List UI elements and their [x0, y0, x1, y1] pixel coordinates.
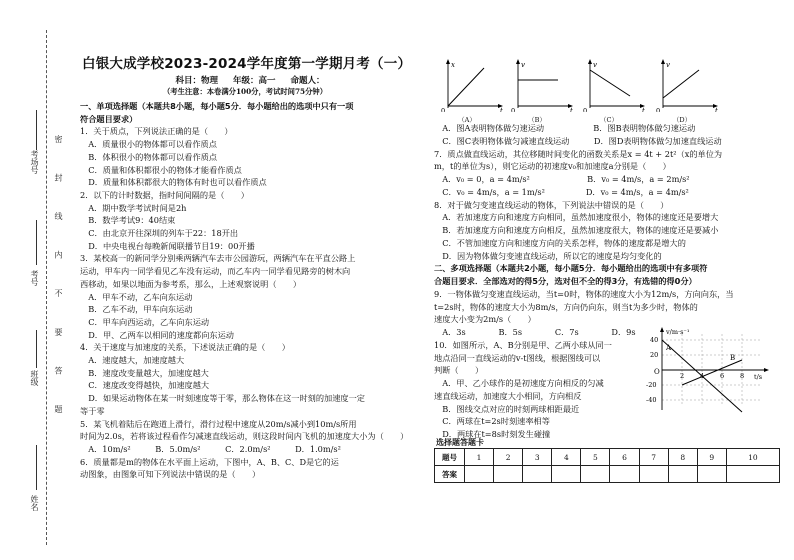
vt-y-tick: 20 [650, 351, 659, 359]
answer-card-table [434, 448, 780, 483]
question-line: C．不管加速度方向和速度方向的关系怎样，物体的速度都是增大的 [434, 237, 686, 248]
question-line: C．质量和体积都很小的物体才能看作质点 [80, 164, 242, 175]
graph-svg [582, 58, 650, 112]
answer-input-cell[interactable] [610, 466, 639, 483]
answer-input-cell[interactable] [552, 466, 581, 483]
exam-no-field[interactable] [36, 110, 37, 150]
question-line: D．因为物体做匀变速直线运动，所以它的速度是均匀变化的 [434, 250, 662, 261]
answer-number-cell: 6 [610, 449, 639, 466]
answer-number-cell: 4 [552, 449, 581, 466]
question-line: 二、多项选择题（本题共2小题，每小题5分．每小题给出的选项中有多项符 [434, 263, 708, 274]
question-line: 5．某飞机着陆后在跑道上滑行，滑行过程中速度从20m/s减小到10m/s所用 [80, 418, 357, 429]
question-line: 10．如图所示，A、B分别是甲、乙两小球从同一 [434, 339, 612, 350]
graph-y-label: v [593, 61, 597, 69]
answer-input-cell[interactable] [494, 466, 523, 483]
vt-x-tick: 2 [680, 372, 685, 380]
question-line: 动图象，由图象可知下列说法中错误的是（ ） [80, 469, 261, 480]
question-line: A．期中数学考试时间是2h [80, 202, 187, 213]
question-line: 等于零 [80, 405, 105, 416]
answer-input-cell[interactable] [697, 466, 726, 483]
graph-label: （C） [600, 116, 618, 124]
graph-svg [655, 58, 723, 112]
question-line: 地点沿同一直线运动的v-t图线，根据图线可以 [434, 352, 601, 363]
vt-y-tick: 40 [650, 336, 659, 344]
question-line: 8．对于做匀变速直线运动的物体，下列说法中错误的是（ ） [434, 199, 669, 210]
graph-panel [582, 58, 650, 124]
question-line: C．v₀ = 4m/s，a = 1m/s² D．v₀ = 4m/s，a = 4m/s² [434, 186, 689, 197]
question-line: 速直线运动，加速度大小相同，方向相反 [434, 390, 582, 401]
graph-y-label: x [451, 61, 455, 69]
question-line: A．图A表明物体做匀速运动 B．图B表明物体做匀速运动 [434, 123, 696, 133]
exam-no-label: 考场号 [30, 150, 39, 174]
exam-note: （考生注意：本卷满分100分，考试时间75分钟） [162, 87, 328, 96]
question-line: A．甲车不动，乙车向东运动 [80, 291, 193, 302]
vt-y-label: v/m·s⁻¹ [666, 328, 690, 336]
question-line: B．若加速度方向和速度方向相反，虽然加速度很大，物体的速度还是要减小 [434, 225, 719, 235]
question-line: B．体积很小的物体都可以看作质点 [80, 151, 218, 162]
name-label: 姓名 [30, 495, 39, 511]
question-line: C．图C表明物体做匀减速直线运动 D．图D表明物体做匀加速直线运动 [434, 135, 722, 146]
question-line: D．中央电视台每晚新闻联播节目19：00开播 [80, 240, 255, 251]
answer-row-answers [435, 466, 780, 483]
answer-number-cell: 2 [494, 449, 523, 466]
answer-input-cell[interactable] [465, 466, 494, 483]
vt-x-tick: 6 [720, 372, 725, 380]
graph-origin: 0 [511, 107, 516, 112]
vt-x-tick: 4 [700, 372, 705, 380]
answer-row-numbers [435, 449, 780, 466]
graph-label: （B） [528, 116, 546, 124]
answer-number-cell: 10 [726, 449, 779, 466]
binding-margin [0, 0, 62, 560]
graph-x-label: t [642, 107, 645, 112]
graph-origin: 0 [656, 107, 661, 112]
answer-input-cell[interactable] [523, 466, 552, 483]
answer-number-cell: 3 [523, 449, 552, 466]
question-line: A．质量很小的物体都可以看作质点 [80, 139, 217, 150]
question-line: A．若加速度方向和速度方向相同，虽然加速度很小，物体的速度还是要增大 [434, 212, 719, 223]
vt-line-b [682, 360, 745, 385]
answer-input-cell[interactable] [639, 466, 668, 483]
answer-number-cell: 5 [581, 449, 610, 466]
question-line: B．图线交点对应的时刻两球相距最近 [434, 403, 580, 414]
class-field[interactable] [36, 330, 37, 368]
question-line: 7．质点做直线运动，其位移随时间变化的函数关系是x = 4t + 2t²（x的单位为 [434, 148, 723, 159]
graph-y-label: v [666, 61, 670, 69]
seat-no-label: 考号 [30, 270, 39, 286]
question-line: D．两球在t=8s时刻发生碰撞 [434, 429, 551, 439]
vt-x-label: t/s [754, 373, 763, 381]
question-line: 3．某校高一的新同学分别乘两辆汽车去市公园游玩，两辆汽车在平直公路上 [80, 253, 356, 264]
answer-card-title: 选择题答题卡 [436, 438, 484, 447]
question-line: D．甲、乙两车以相同的速度都向东运动 [80, 329, 234, 340]
vt-y-tick: -20 [646, 381, 657, 389]
setter-label: 命题人： [290, 76, 325, 86]
graph-label: （A） [458, 116, 476, 124]
answer-head-number: 题号 [435, 449, 465, 466]
question-line: 合题目要求．全部选对的得5分，选对但不全的得3分，有选错的得0分） [434, 276, 697, 286]
seal-text: 密 封 线 内 不 要 答 题 [54, 135, 63, 427]
graph-x-label: t [715, 107, 718, 112]
answer-number-cell: 1 [465, 449, 494, 466]
question-line: C．速度改变得越快，加速度越大 [80, 380, 210, 391]
question-line: 4．关于速度与加速度的关系，下述说法正确的是（ ） [80, 342, 290, 353]
graph-svg [440, 58, 508, 112]
graph-x-label: t [570, 107, 573, 112]
question-line: A．3s B．5s C．7s D．9s [434, 327, 636, 337]
question-line: 2．以下的计时数据，指时间间隔的是（ ） [80, 189, 249, 200]
graph-y-label: v [521, 61, 525, 69]
graph-panel [440, 58, 508, 124]
answer-number-cell: 8 [668, 449, 697, 466]
vt-label-a: A [666, 344, 672, 352]
graph-svg [510, 58, 578, 112]
question-line: A．速度越大，加速度越大 [80, 355, 185, 365]
question-line: D．质量和体积都很大的物体有时也可以看作质点 [80, 177, 267, 188]
class-label: 班级 [30, 370, 39, 386]
question-line: C．甲车向西运动，乙车向东运动 [80, 316, 210, 327]
question-line: B．乙车不动，甲车向东运动 [80, 304, 193, 315]
question-line: 判断（ ） [434, 365, 484, 376]
answer-input-cell[interactable] [668, 466, 697, 483]
answer-number-cell: 9 [697, 449, 726, 466]
question-line: 6．质量都是m的物体在水平面上运动，下图中，A、B、C、D是它的运 [80, 456, 339, 467]
seal-line [46, 30, 47, 545]
vt-label-b: B [730, 354, 736, 362]
question-line: A．v₀ = 0，a = 4m/s² B．v₀ = 4m/s，a = 2m/s² [434, 174, 690, 184]
answer-head-answer: 答案 [435, 466, 465, 483]
question-line: A．10m/s² B．5.0m/s² C．2.0m/s² D．1.0m/s² [80, 443, 341, 454]
graph-label: （D） [672, 116, 692, 124]
question-line: B．数学考试9：40结束 [80, 215, 176, 226]
answer-input-cell[interactable] [581, 466, 610, 483]
question-line: D．如果运动物体在某一时刻速度等于零，那么物体在这一时刻的加速度一定 [80, 393, 365, 404]
question-line: 速度大小变为2m/s（ ） [434, 314, 536, 325]
graph-x-label: t [500, 107, 503, 112]
exam-subinfo [120, 74, 380, 86]
question-line: 西移动，如果以地面为参考系，那么，上述观察说明（ ） [80, 278, 302, 289]
exam-title: 白银大成学校2023-2024学年度第一学期月考（一） [82, 56, 412, 72]
question-line: 1．关于质点，下列说法正确的是（ ） [80, 126, 233, 137]
vt-origin: O [654, 368, 660, 376]
question-line: 符合题目要求） [80, 113, 138, 124]
graph-origin: 0 [583, 107, 588, 112]
question-line: 一、单项选择题（本题共8小题，每小题5分．每小题给出的选项中只有一项 [80, 101, 354, 111]
answer-input-cell[interactable] [726, 466, 779, 483]
question-line: t=2s时，物体的速度大小为8m/s，方向仍向东，则当t为多少时，物体的 [434, 301, 698, 312]
question-line: C．两球在t=2s时刻速率相等 [434, 416, 550, 427]
subject-label: 科目：物理 [175, 76, 219, 86]
vt-y-tick: -40 [646, 396, 657, 404]
question-line: m，t的单位为s），则它运动的初速度v₀和加速度a分别是（ ） [434, 161, 671, 172]
question-line: 运动，甲车内一同学看见乙车没有运动，而乙车内一同学看见路旁的树木向 [80, 266, 351, 277]
grade-label: 年级：高一 [232, 76, 276, 86]
name-field[interactable] [36, 445, 37, 490]
answer-number-cell: 7 [639, 449, 668, 466]
graph-origin: 0 [441, 107, 446, 112]
seat-no-field[interactable] [36, 220, 37, 265]
graph-panel [510, 58, 578, 124]
question-line: 时间为2.0s，若将该过程看作匀减速直线运动，则这段时间内飞机的加速度大小为（ ） [80, 431, 409, 442]
q10-vt-graph [642, 326, 772, 416]
question-line: A．甲、乙小球作的是初速度方向相反的匀减 [434, 378, 604, 388]
question-line: 9．一物体做匀变速直线运动，当t=0时，物体的速度大小为12m/s，方向向东，当 [434, 288, 734, 299]
graph-panel [655, 58, 723, 124]
vt-x-tick: 8 [740, 372, 745, 380]
question-line: C．由北京开往深圳的列车于22：18开出 [80, 228, 239, 238]
question-line: B．速度改变量越大，加速度越大 [80, 367, 209, 378]
